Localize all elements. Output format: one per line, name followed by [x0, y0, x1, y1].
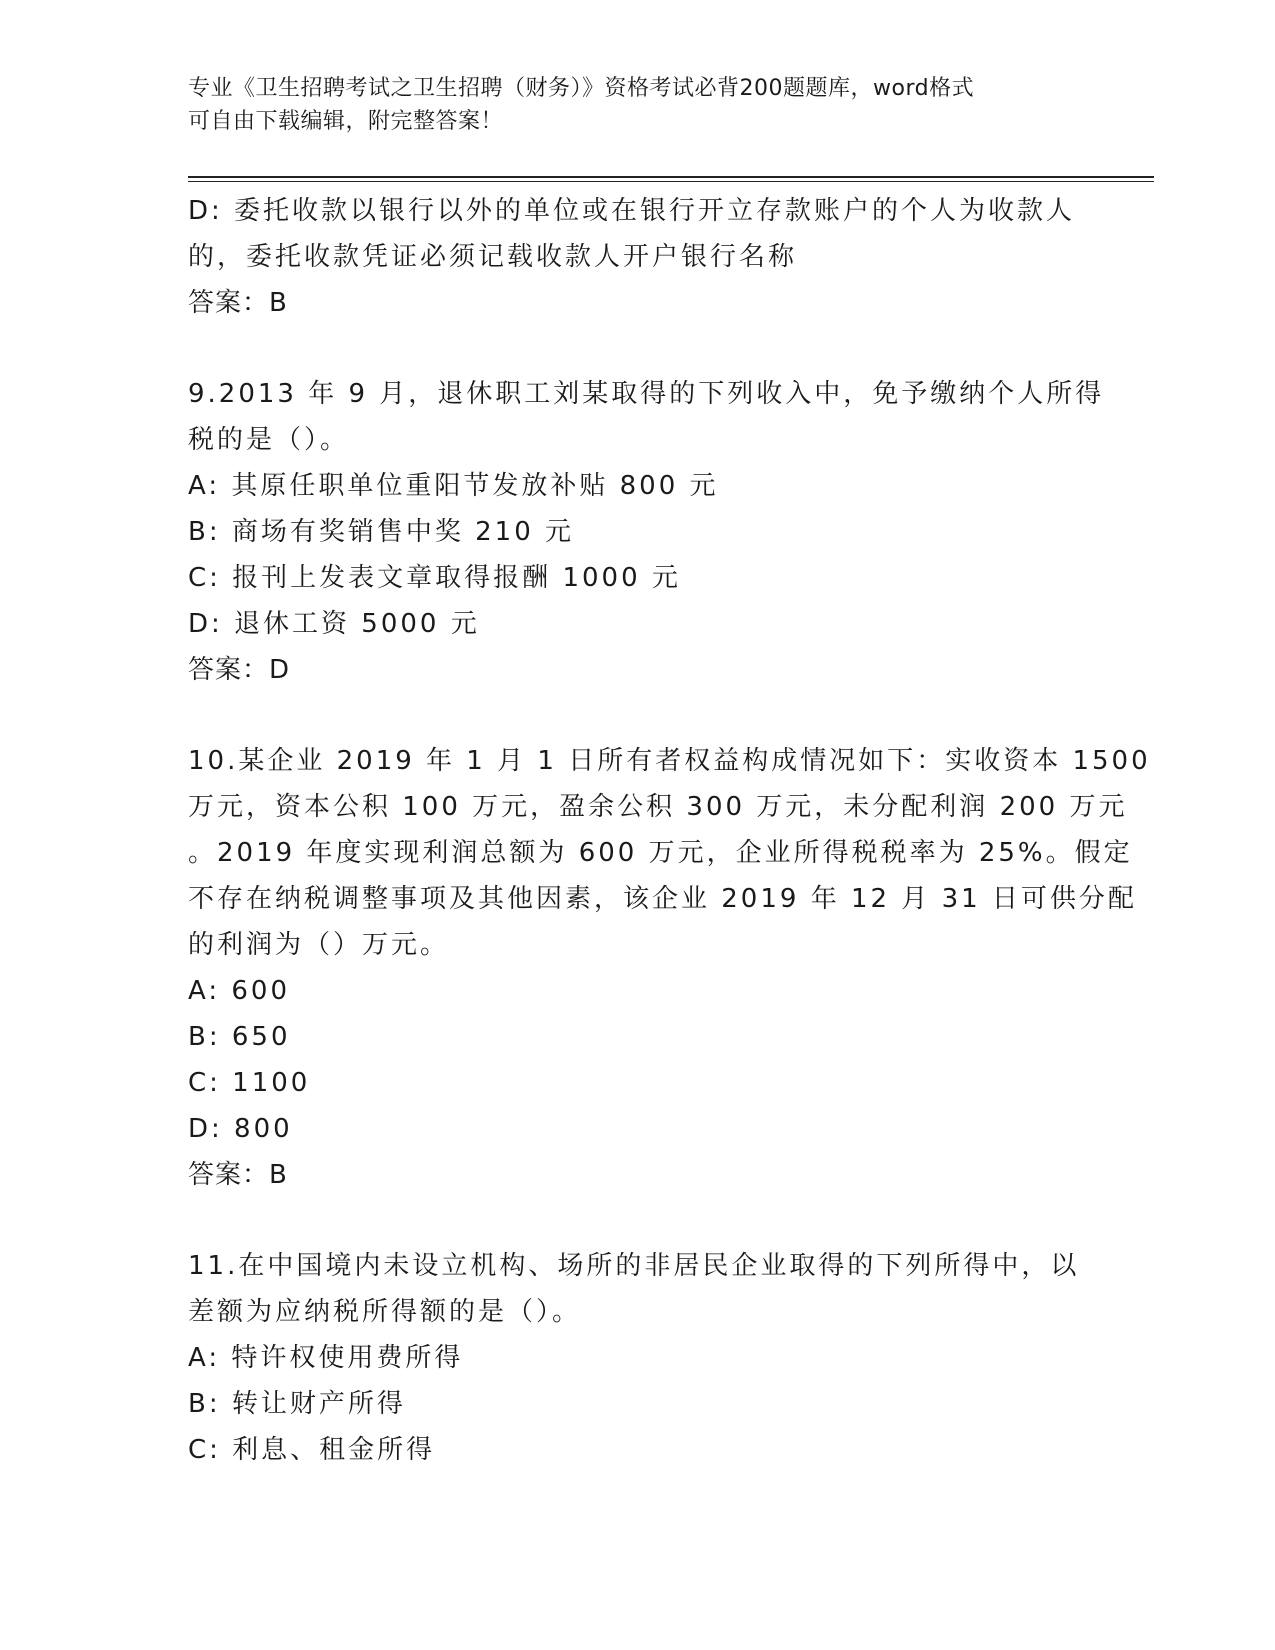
- q10-option-b: B: 650: [188, 1022, 291, 1052]
- q10-stem-line-1: 10.某企业 2019 年 1 月 1 日所有者权益构成情况如下：实收资本 1500: [188, 746, 1151, 776]
- q11-stem-line-1: 11.在中国境内未设立机构、场所的非居民企业取得的下列所得中，以: [188, 1251, 1080, 1281]
- q11-option-c: C: 利息、租金所得: [188, 1435, 436, 1465]
- question-content: [188, 188, 1151, 1473]
- header-line-1: 专业《卫生招聘考试之卫生招聘（财务）》资格考试必背200题题库，word格式: [188, 76, 975, 101]
- question-9: [188, 371, 1105, 693]
- q8-option-d-line-1: D: 委托收款以银行以外的单位或在银行开立存款账户的个人为收款人: [188, 196, 1076, 226]
- question-8-tail: [188, 188, 1078, 326]
- spacer: [188, 1198, 1078, 1243]
- q10-answer: 答案：B: [188, 1160, 288, 1190]
- spacer: [188, 326, 1078, 371]
- q8-option-d-line-2: 的，委托收款凭证必须记载收款人开户银行名称: [188, 242, 798, 272]
- q10-option-a: A: 600: [188, 976, 290, 1006]
- q9-stem-line-2: 税的是（）。: [188, 425, 350, 455]
- question-10: [188, 738, 1151, 1198]
- q10-option-c: C: 1100: [188, 1068, 311, 1098]
- q9-option-b: B: 商场有奖销售中奖 210 元: [188, 517, 575, 547]
- q9-stem-line-1: 9.2013 年 9 月，退休职工刘某取得的下列收入中，免予缴纳个人所得: [188, 379, 1105, 409]
- question-11: [188, 1243, 1078, 1473]
- q10-stem-line-5: 的利润为（）万元。: [188, 930, 450, 960]
- q10-stem-line-4: 不存在纳税调整事项及其他因素，该企业 2019 年 12 月 31 日可供分配: [188, 884, 1137, 914]
- header-divider-thin: [188, 181, 1154, 182]
- document-header: [188, 72, 1068, 138]
- q9-option-c: C: 报刊上发表文章取得报酬 1000 元: [188, 563, 681, 593]
- q11-option-a: A: 特许权使用费所得: [188, 1343, 464, 1373]
- header-divider-thick: [188, 176, 1154, 178]
- header-line-2: 可自由下载编辑，附完整答案！: [188, 109, 504, 134]
- q11-option-b: B: 转让财产所得: [188, 1389, 406, 1419]
- q9-option-d: D: 退休工资 5000 元: [188, 609, 480, 639]
- q10-stem-line-2: 万元，资本公积 100 万元，盈余公积 300 万元，未分配利润 200 万元: [188, 792, 1128, 822]
- q9-answer: 答案：D: [188, 655, 291, 685]
- q9-option-a: A: 其原任职单位重阳节发放补贴 800 元: [188, 471, 719, 501]
- spacer: [188, 693, 1078, 738]
- q10-stem-line-3: 。2019 年度实现利润总额为 600 万元，企业所得税税率为 25%。假定: [188, 838, 1133, 868]
- q11-stem-line-2: 差额为应纳税所得额的是（）。: [188, 1297, 582, 1327]
- q8-answer: 答案：B: [188, 288, 288, 318]
- q10-option-d: D: 800: [188, 1114, 293, 1144]
